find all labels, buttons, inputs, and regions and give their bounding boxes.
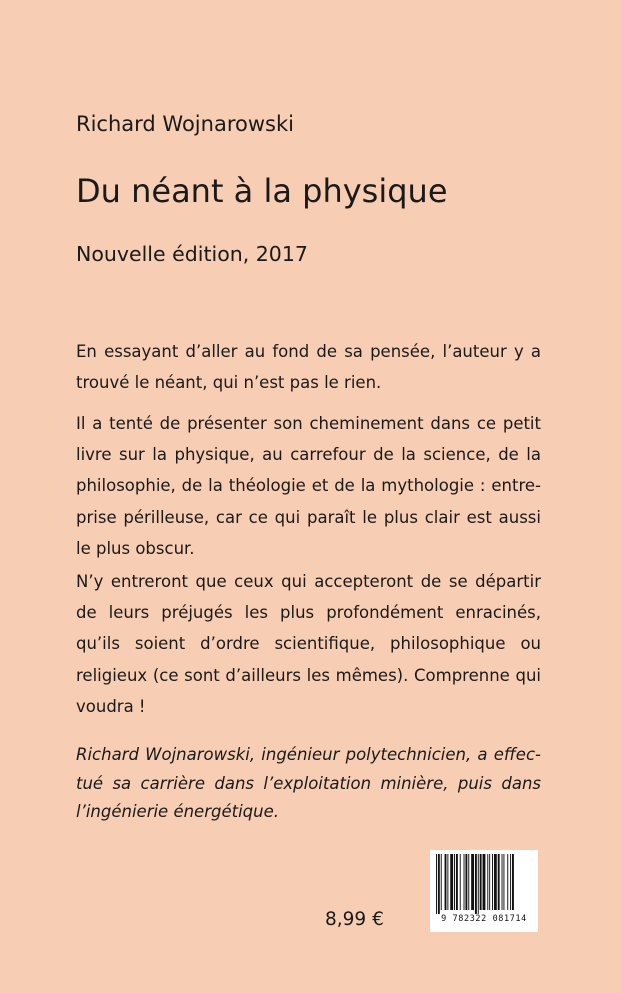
barcode-bar — [483, 854, 486, 910]
barcode-bar — [436, 854, 437, 914]
barcode-bar — [465, 854, 467, 910]
author-name: Richard Wojnarowski — [76, 112, 294, 136]
blurb-paragraph-1: En essayant d’aller au fond de sa pensée, l’auteur y a trouvé le néant, qui n’est pas le rien. — [76, 342, 541, 393]
isbn-digits: 9 782322 081714 — [441, 914, 527, 924]
barcode-bar — [503, 854, 504, 910]
barcode-bar — [502, 854, 503, 910]
barcode-bar — [447, 854, 448, 910]
blurb-paragraph-2: Il a tenté de présenter son cheminement dans ce petit livre sur la physique, au carrefour de la science, de la philosophie, de la théologie et de la mythologie : entreprise périlleuse, car ce qui paraît le plus clair est aussi le plus obscur. — [76, 414, 541, 558]
author-bio: Richard Wojnarowski, ingénieur polytechnicien, a effectué sa carrière dans l’exploitation minière, puis dans l’ingénierie énergétique. — [76, 745, 541, 822]
blurb-paragraph-3: N’y entreront que ceux qui accepteront de se départir de leurs préjugés les plus profondément enracinés, qu’ils soient d’ordre scientifique, philosophique ou religieux (ce sont d’ailleurs les mêmes). Comprenne qui voudra ! — [76, 572, 541, 716]
barcode-bar — [441, 854, 442, 910]
barcode-bar — [512, 854, 514, 910]
barcode-bar — [460, 854, 461, 910]
barcode-bar — [480, 854, 482, 910]
barcode-bar — [507, 854, 508, 910]
barcode-bars — [434, 854, 534, 914]
barcode — [430, 850, 538, 932]
barcode-bar — [489, 854, 490, 910]
barcode-bar — [471, 854, 474, 910]
barcode-bar — [492, 854, 493, 910]
barcode-bar — [456, 854, 458, 910]
edition-line: Nouvelle édition, 2017 — [76, 242, 308, 266]
barcode-bar — [498, 854, 500, 910]
barcode-bar — [450, 854, 453, 910]
barcode-bar — [454, 854, 455, 910]
barcode-bar — [510, 854, 511, 910]
barcode-bar — [475, 854, 477, 914]
barcode-bar — [438, 854, 440, 914]
barcode-bar — [464, 854, 465, 910]
book-title: Du néant à la physique — [76, 172, 448, 210]
price: 8,99 € — [325, 909, 384, 930]
barcode-bar — [468, 854, 469, 910]
barcode-bar — [487, 854, 488, 910]
barcode-bar — [445, 854, 447, 910]
barcode-bar — [478, 854, 479, 914]
barcode-bar — [494, 854, 497, 910]
